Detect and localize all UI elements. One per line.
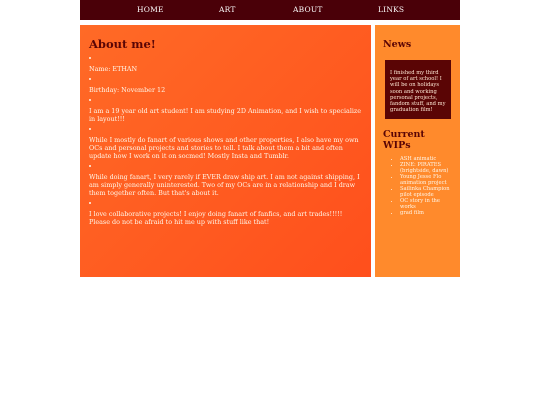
list-item: • Sailinka Champion pilot episode <box>400 187 452 199</box>
bullet <box>89 78 91 80</box>
name-line: Name: ETHAN <box>89 65 138 73</box>
bullet <box>89 57 91 59</box>
top-navigation <box>80 0 460 20</box>
bullet <box>89 202 91 204</box>
bullet <box>89 165 91 167</box>
about-panel <box>80 25 371 277</box>
bullet <box>89 99 91 101</box>
wips-list <box>383 157 452 216</box>
list-item: • grad film <box>400 211 452 217</box>
nav-art-link[interactable]: ART <box>219 5 236 14</box>
nav-links-link[interactable]: LINKS <box>378 5 405 14</box>
intro-paragraph: I am a 19 year old art student! I am studying 2D Animation, and I wish to specialize in layout!!! <box>89 107 362 123</box>
wips-title: Current WIPs <box>383 129 425 152</box>
news-box: I finished my third year of art school! I will be on holidays soon and working personal projects, fandom stuff, and my graduation film! <box>385 60 451 119</box>
bullet <box>89 128 91 130</box>
list-item: • Young Jesse Flo animation project <box>400 175 452 187</box>
list-item: • ASH animatic <box>400 157 452 163</box>
fanart-paragraph: While I mostly do fanart of various shows and other properties, I also have my own OCs and personal projects and stories to tell. I talk about them a bit and often update how I work on it on socmed! Mostly Insta and Tumblr. <box>89 136 359 160</box>
collab-paragraph: I love collaborative projects! I enjoy doing fanart of fanfics, and art trades!!!!! Please do not be afraid to hit me up with stuff like that! <box>89 210 343 226</box>
list-item: • OC story in the works <box>400 199 452 211</box>
news-title: News <box>383 39 412 50</box>
about-title: About me! <box>89 37 156 51</box>
nav-home-link[interactable]: HOME <box>137 5 164 14</box>
nav-about-link[interactable]: ABOUT <box>293 5 323 14</box>
shipping-paragraph: While doing fanart, I very rarely if EVER draw ship art. I am not against shipping, I am simply generally uninterested. Two of my OCs are in a relationship and I draw them together often. But that's about it. <box>89 173 360 197</box>
sidebar <box>375 25 460 277</box>
birthday-line: Birthday: November 12 <box>89 86 166 94</box>
list-item: • ZINE: PIRATES (brightside, dawn) <box>400 163 452 175</box>
